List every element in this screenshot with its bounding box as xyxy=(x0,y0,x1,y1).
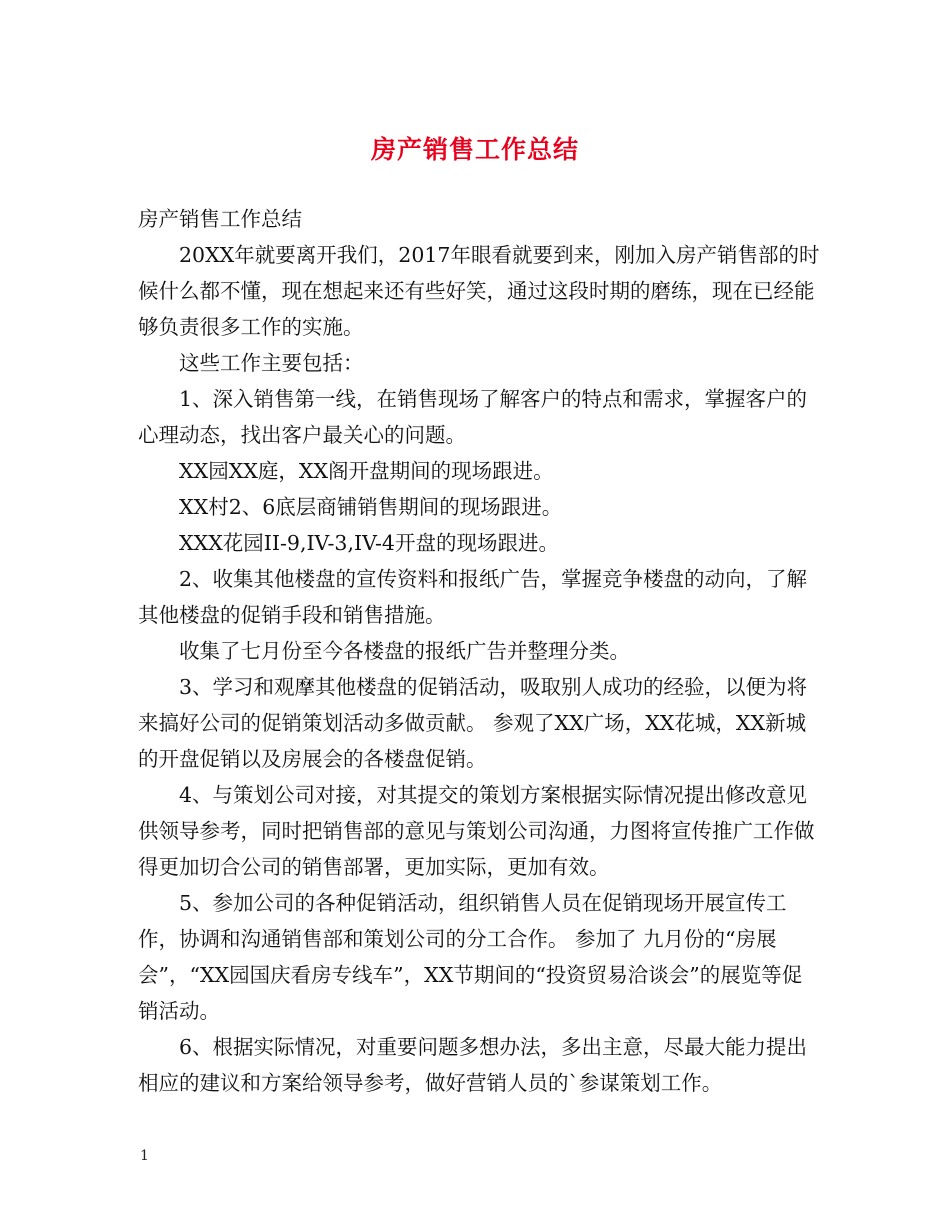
paragraph-item-1-detail-b: XX村2、6底层商铺销售期间的现场跟进。 xyxy=(179,495,563,519)
paragraph-item-6: 6、根据实际情况，对重要问题多想办法，多出主意，尽最大能力提出相应的建议和方案给领导参考，做好营销人员的`参谋策划工作。 xyxy=(138,1035,808,1095)
document-body xyxy=(138,201,820,1101)
paragraph-work-list-intro: 这些工作主要包括： xyxy=(179,351,364,375)
paragraph-item-2: 2、收集其他楼盘的宣传资料和报纸广告，掌握竞争楼盘的动向，了解其他楼盘的促销手段和销售措施。 xyxy=(138,567,808,627)
page-number: 1 xyxy=(140,1148,149,1164)
body-heading: 房产销售工作总结 xyxy=(138,207,302,231)
paragraph-item-1-detail-c: XXX花园II-9,IV-3,IV-4开盘的现场跟进。 xyxy=(179,531,559,555)
paragraph-item-2-detail: 收集了七月份至今各楼盘的报纸广告并整理分类。 xyxy=(179,639,630,663)
paragraph-item-3: 3、学习和观摩其他楼盘的促销活动，吸取别人成功的经验，以便为将来搞好公司的促销策划活动多做贡献。 参观了XX广场，XX花城，XX新城的开盘促销以及房展会的各楼盘促销。 xyxy=(138,675,808,771)
paragraph-item-1-detail-a: XX园XX庭，XX阁开盘期间的现场跟进。 xyxy=(179,459,554,483)
document-title: 房产销售工作总结 xyxy=(370,135,579,164)
paragraph-intro: 20XX年就要离开我们，2017年眼看就要到来，刚加入房产销售部的时候什么都不懂，现在想起来还有些好笑，通过这段时期的磨练，现在已经能够负责很多工作的实施。 xyxy=(138,243,820,339)
paragraph-item-1: 1、深入销售第一线，在销售现场了解客户的特点和需求，掌握客户的心理动态，找出客户最关心的问题。 xyxy=(138,387,808,447)
paragraph-item-4: 4、与策划公司对接，对其提交的策划方案根据实际情况提出修改意见供领导参考，同时把销售部的意见与策划公司沟通，力图将宣传推广工作做得更加切合公司的销售部署，更加实际，更加有效。 xyxy=(138,783,815,879)
paragraph-item-5: 5、参加公司的各种促销活动，组织销售人员在促销现场开展宣传工作，协调和沟通销售部和策划公司的分工合作。 参加了 九月份的“房展会”，“XX园国庆看房专线车”，XX节期间的“投资贸易洽谈会”的展览等促销活动。 xyxy=(138,891,803,1023)
